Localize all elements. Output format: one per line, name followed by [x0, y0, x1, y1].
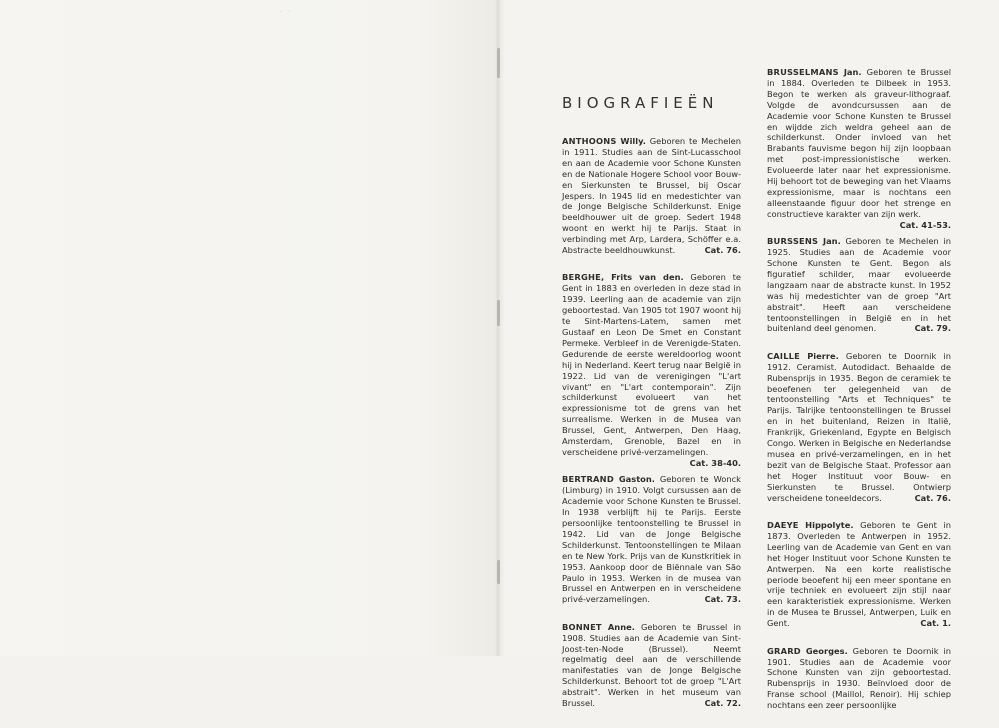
page-fold	[494, 0, 504, 656]
catalogue-reference: Cat. 1.	[920, 618, 951, 629]
artist-given-name: Hippolyte.	[805, 520, 854, 531]
biography-text: Geboren te Wonck (Limburg) in 1910. Volgt cursussen aan de Academie voor Schone Kunsten te Brussel. In 1938 verblijft hij te Parijs. Eerste persoonlijke tentoonstelling te Brussel in 1942. Lid van de Jonge Belgische Schilderkunst. Tentoonstellingen te Milaan en te New York. Prijs van de Kunstkritiek in 1953. Aankoop door de Biënnale van São Paulo in 1953. Werken in de musea van Brussel en Antwerpen en in verscheidene privé-verzamelingen.	[562, 474, 741, 605]
catalogue-reference: Cat. 41-53.	[899, 219, 951, 230]
artist-given-name: Willy.	[620, 136, 646, 146]
artist-given-name: Jan.	[822, 236, 841, 247]
catalogue-reference: Cat. 38-40.	[689, 457, 741, 468]
biography-entry	[767, 236, 951, 334]
biography-text: Geboren te Brussel in 1884. Overleden te Dilbeek in 1953. Begon te werken als graveur-lithograaf. Volgde de avondcursussen aan de Academie voor Schone Kunsten te Brussel en wijdde zich weldra geheel aan de schilderkunst. Onder invloed van het Brabants fauvisme begon hij zijn loopbaan met post-impressionistische werken. Evolueerde later naar het expressionisme. Hij behoort tot de beweging van het Vlaams expressionisme, maar is nochtans een alleenstaande figuur door het strenge en constructieve karakter van zijn werk.	[767, 67, 952, 219]
staple-top	[497, 48, 500, 78]
left-page	[0, 0, 499, 656]
artist-given-name: Frits van den.	[611, 272, 684, 283]
artist-surname: DAEYE	[767, 520, 799, 531]
artist-surname: GRARD	[767, 645, 801, 656]
biography-text: Geboren te Doornik in 1901. Studies aan de Academie voor Schone Kunsten van zijn geboortestad. Rubensprijs in 1930. Beïnvloed door de Franse school (Maillol, Renoir). Hij schiep nochtans een zeer persoonlijke	[767, 645, 952, 711]
biography-text: Geboren te Mechelen in 1911. Studies aan de Sint-Lucasschool en aan de Academie voor Schone Kunsten en de Nationale Hogere School voor Bouw- en Sierkunsten te Brussel, bij Oscar Jespers. In 1945 lid en medestichter van de Jonge Belgische Schilderkunst. Enige beeldhouwer uit de groep. Sedert 1948 woont en werkt hij te Parijs. Staat in verbinding met Arp, Lardera, Schöffer e.a. Abstracte beeldhouwkunst.	[562, 136, 742, 256]
biography-entry	[767, 67, 952, 230]
biography-entry	[767, 520, 951, 629]
artist-surname: BERGHE,	[562, 272, 605, 283]
catalogue-reference: Cat. 79.	[914, 323, 951, 334]
staple-middle	[497, 300, 500, 326]
artist-given-name: Pierre.	[807, 350, 839, 361]
catalogue-reference: Cat. 76.	[914, 492, 951, 503]
biography-text: Geboren te Brussel in 1908. Studies aan de Academie van Sint-Joost-ten-Node (Brussel). Neemt regelmatig deel aan de verschillende manifestaties van de Jonge Belgische Schilderkunst. Behoort tot de groep "L'Art abstrait". Werken in het museum van Brussel.	[562, 621, 741, 709]
page-smudge: · ·	[280, 8, 293, 16]
biography-entry	[562, 622, 741, 709]
biography-entry	[767, 351, 951, 504]
staple-bottom	[497, 560, 500, 584]
biography-entry	[767, 646, 951, 711]
biography-text: Geboren te Gent in 1883 en overleden in deze stad in 1939. Leerling aan de academie van zijn geboortestad. Van 1905 tot 1907 woont hij te Sint-Martens-Latem, samen met Gustaaf en Leon De Smet en Constant Permeke. Verbleef in de Verenigde-Staten. Gedurende de eerste wereldoorlog woont hij in Nederland. Keert terug naar België in 1922. Lid van de verenigingen "L'art vivant" en "L'art contemporain". Zijn schilderkunst evolueert van het expressionisme tot de grens van het surrealisme. Werken in de Musea van Brussel, Gent, Antwerpen, Den Haag, Amsterdam, Grenoble, Bazel en in verscheidene privé-verzamelingen.	[562, 272, 742, 457]
artist-given-name: Jan.	[843, 67, 862, 77]
biography-text: Geboren te Mechelen in 1925. Studies aan de Academie voor Schone Kunsten te Gent. Begon als figuratief schilder, maar evolueerde langzaam naar de abstracte kunst. In 1952 was hij medestichter van de groep "Art abstrait". Heeft aan verscheidene tentoonstellingen in België en in het buitenland deel genomen.	[767, 236, 952, 334]
artist-surname: BURSSENS	[767, 236, 819, 247]
artist-surname: ANTHOONS	[562, 136, 617, 146]
biography-column-right	[767, 67, 951, 728]
biography-text: Geboren te Doornik in 1912. Ceramist. Autodidact. Behaalde de Rubensprijs in 1935. Begon de ceramiek te beoefenen ter gelegenheid van de tentoonstelling "Arts et Techniques" te Parijs. Talrijke tentoonstellingen te Brussel en in het buitenland, Reizen in Italië, Frankrijk, Griekenland, Egypte en Belgisch Congo. Werken in Belgische en Nederlandse musea en privé-verzamelingen, en in het bezit van de Belgische Staat. Professor aan het Hoger Instituut voor Bouw- en Sierkunsten te Brussel. Ontwierp verscheidene toneeldecors.	[767, 350, 951, 503]
artist-surname: BERTRAND	[562, 474, 614, 485]
biography-entry	[562, 474, 741, 605]
biography-entry	[562, 272, 742, 468]
catalogue-reference: Cat. 72.	[704, 698, 741, 709]
artist-given-name: Georges.	[805, 645, 848, 656]
biography-column-left	[562, 136, 741, 726]
artist-surname: CAILLE	[767, 350, 801, 361]
page-title: BIOGRAFIEËN	[562, 94, 719, 112]
artist-given-name: Gaston.	[618, 474, 655, 485]
catalogue-reference: Cat. 73.	[704, 594, 741, 605]
artist-surname: BRUSSELMANS	[767, 67, 839, 77]
artist-given-name: Anne.	[607, 621, 635, 632]
catalogue-reference: Cat. 76.	[704, 245, 741, 256]
artist-surname: BONNET	[562, 621, 602, 632]
biography-text: Geboren te Gent in 1873. Overleden te Antwerpen in 1952. Leerling van de Academie van Gent en van het Hoger Instituut voor Schone Kunsten te Antwerpen. Na een korte realistische periode beoefent hij een meer spontane en vrije techniek en evolueert zijn stijl naar een karakteristiek expressionisme. Werken in de Musea te Brussel, Antwerpen, Luik en Gent.	[767, 520, 952, 629]
biography-entry	[562, 136, 741, 256]
